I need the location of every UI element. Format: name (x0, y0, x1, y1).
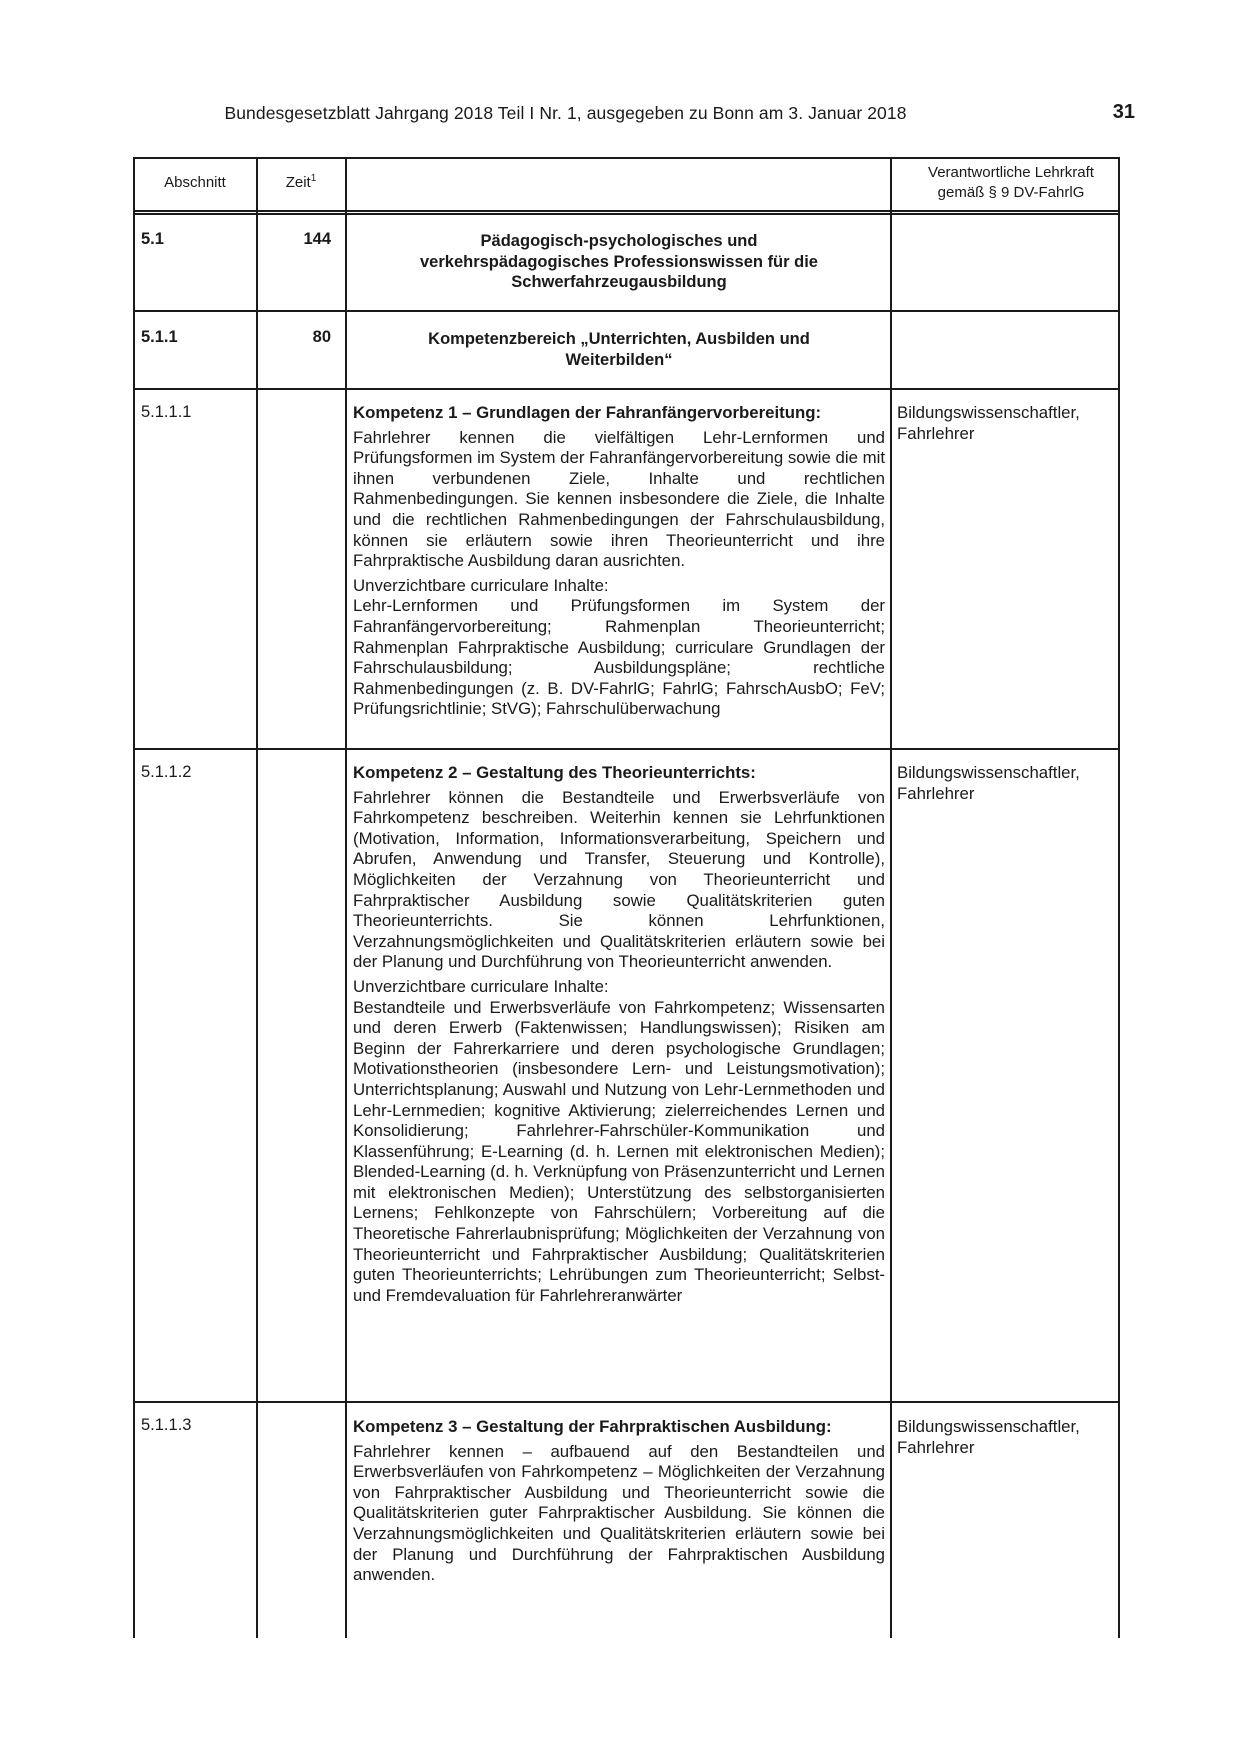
competence-text: Fahrlehrer kennen die vielfältigen Lehr-Lernformen und Prüfungsformen im System der Fahranfängervorbereitung sowie die mit ihnen verbundenen Ziele, Inhalte und rechtlichen Rahmenbedingungen. Sie kennen insbesondere die Ziele, die Inhalte und die rechtlichen Rahmenbedingungen der Fahrschulausbildung, können sie erläutern sowie ihren Theorieunterricht und ihre Fahrpraktische Ausbildung daran ausrichten. (353, 427, 885, 571)
section-heading: Kompetenzbereich „Unterrichten, Ausbilden und Weiterbilden“ (428, 330, 810, 369)
table-border-top (133, 157, 1120, 159)
column-divider (890, 157, 892, 1638)
publication-title: Bundesgesetzblatt Jahrgang 2018 Teil I Nr. 1, ausgegeben zu Bonn am 3. Januar 2018 (224, 103, 907, 123)
responsible-teacher: Bildungswissenschaftler, Fahrlehrer (897, 763, 1080, 803)
column-divider (345, 157, 347, 1638)
section-number: 5.1.1 (141, 328, 178, 346)
curricular-content-label: Unverzichtbare curriculare Inhalte: (353, 575, 609, 595)
competence-title: Kompetenz 1 – Grundlagen der Fahranfängervorbereitung: (353, 403, 822, 422)
row-divider (133, 748, 1120, 750)
curricular-content-label: Unverzichtbare curriculare Inhalte: (353, 976, 609, 996)
footnote-marker: 1 (310, 173, 317, 184)
section-heading: Pädagogisch-psychologisches und verkehrspädagogisches Professionswissen für die Schwerfahrzeugausbildung (420, 232, 818, 292)
column-divider (256, 157, 258, 1638)
time-value: 144 (303, 230, 331, 248)
responsible-teacher: Bildungswissenschaftler, Fahrlehrer (897, 403, 1080, 443)
competence-title: Kompetenz 3 – Gestaltung der Fahrpraktischen Ausbildung: (353, 1417, 832, 1436)
column-header-lehrkraft: Verantwortliche Lehrkraft gemäß § 9 DV-FahrlG (928, 164, 1094, 201)
column-header-zeit (257, 173, 345, 193)
section-number: 5.1 (141, 230, 164, 248)
competence-description (353, 1417, 885, 1590)
table-border-right (1118, 157, 1120, 1638)
curricular-content: Bestandteile und Erwerbsverläufe von Fahrkompetenz; Wissensarten und deren Erwerb (Faktenwissen; Handlungswissen); Risiken am Beginn der Fahrerkarriere und deren psychologische Grundlagen; Motivationstheorien (insbesondere Lern- und Leistungsmotivation); Unterrichtsplanung; Auswahl und Nutzung von Lehr-Lernmethoden und Lehr-Lernmedien; kognitive Aktivierung; zielerreichendes Lernen und Konsolidierung; Fahrlehrer-Fahrschüler-Kommunikation und Klassenführung; E-Learning (d. h. Lernen mit elektronischen Medien); Blended-Learning (d. h. Verknüpfung von Präsenzunterricht und Lernen mit elektronischen Medien); Unterstützung des selbstorganisierten Lernens; Fehlkonzepte von Fahrschülern; Vorbereitung auf die Theoretische Fahrerlaubnisprüfung; Möglichkeiten der Verzahnung von Theorieunterricht und Fahrpraktischer Ausbildung; Qualitätskriterien guten Theorieunterrichts; Lehrübungen zum Theorieunterricht; Selbst- und Fremdevaluation für Fahrlehreranwärter (353, 997, 885, 1305)
section-number: 5.1.1.3 (141, 1416, 192, 1434)
row-divider (133, 310, 1120, 312)
zeit-label: Zeit (285, 174, 311, 191)
page-number: 31 (1112, 101, 1135, 123)
time-value: 80 (312, 328, 331, 346)
page-header (133, 100, 1135, 126)
competence-description (353, 763, 885, 1310)
column-header-abschnitt: Abschnitt (164, 174, 226, 191)
curricular-content: Lehr-Lernformen und Prüfungsformen im System der Fahranfängervorbereitung; Rahmenplan Theorieunterricht; Rahmenplan Fahrpraktische Ausbildung; curriculare Grundlagen der Fahrschulausbildung; Ausbildungspläne; rechtliche Rahmenbedingungen (z. B. DV-FahrlG; FahrlG; FahrschAusbO; FeV; Prüfungsrichtlinie; StVG); Fahrschulüberwachung (353, 596, 885, 719)
competence-text: Fahrlehrer können die Bestandteile und Erwerbsverläufe von Fahrkompetenz beschreiben. Weiterhin kennen sie Lehrfunktionen (Motivation, Information, Informationsverarbeitung, Speichern und Abrufen, Anwendung und Transfer, Steuerung und Kontrolle), Möglichkeiten der Verzahnung von Theorieunterricht und Fahrpraktischer Ausbildung sowie Qualitätskriterien guten Theorieunterrichts. Sie können Lehrfunktionen, Verzahnungsmöglichkeiten und Qualitätskriterien erläutern sowie bei der Planung und Durchführung von Theorieunterricht anwenden. (353, 787, 885, 972)
row-divider (133, 213, 1120, 215)
competence-title: Kompetenz 2 – Gestaltung des Theorieunterrichts: (353, 763, 756, 782)
row-divider (133, 210, 1120, 212)
competence-text: Fahrlehrer kennen – aufbauend auf den Bestandteilen und Erwerbsverläufen von Fahrkompetenz – Möglichkeiten der Verzahnung von Fahrpraktischer Ausbildung und Theorieunterricht sowie die Qualitätskriterien guter Fahrpraktischer Ausbildung. Sie können die Verzahnungsmöglichkeiten und Qualitätskriterien erläutern sowie bei der Planung und Durchführung der Fahrpraktischen Ausbildung anwenden. (353, 1441, 885, 1585)
responsible-teacher: Bildungswissenschaftler, Fahrlehrer (897, 1417, 1080, 1457)
section-number: 5.1.1.1 (141, 403, 192, 421)
section-number: 5.1.1.2 (141, 763, 192, 781)
row-divider (133, 1401, 1120, 1403)
curriculum-table (133, 157, 1120, 1638)
competence-description (353, 403, 885, 724)
table-border-left (133, 157, 135, 1638)
row-divider (133, 388, 1120, 390)
